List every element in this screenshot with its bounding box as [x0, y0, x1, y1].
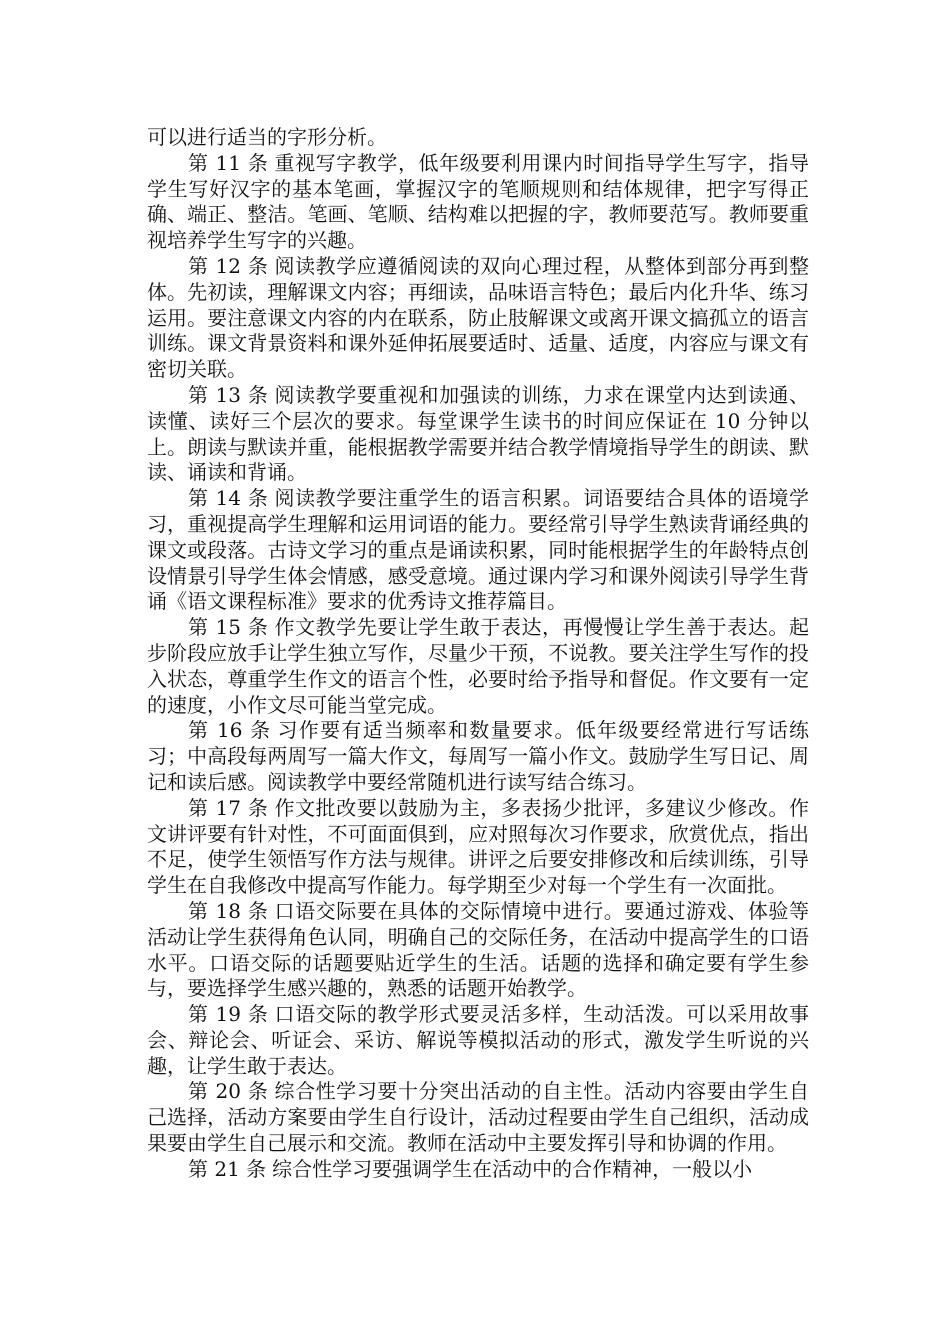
article-19: [147, 1002, 809, 1079]
article-12: [147, 254, 809, 383]
article-number: 第 14 条: [188, 486, 269, 511]
article-18: [147, 899, 809, 1002]
article-text: 阅读教学要注重学生的语言积累。词语要结合具体的语境学习，重视提高学生理解和运用词语的能力。要经常引导学生熟读背诵经典的课文或段落。古诗文学习的重点是诵读积累，同时能根据学生的年龄特点创设情景引导学生体会情感，感受意境。通过课内学习和课外阅读引导学生背诵《语文课程标准》要求的优秀诗文推荐篇目。: [147, 486, 810, 614]
article-text: 习作要有适当频率和数量要求。低年级要经常进行写话练习；中高段每两周写一篇大作文，每周写一篇小作文。鼓励学生写日记、周记和读后感。阅读教学中要经常随机进行读写结合练习。: [147, 718, 810, 794]
article-20: [147, 1079, 809, 1156]
continuation-paragraph: 可以进行适当的字形分析。: [147, 125, 387, 149]
article-text: 作文批改要以鼓励为主，多表扬少批评，多建议少修改。作文讲评要有针对性，不可面面俱到，应对照每次习作要求，欣赏优点，指出不足，使学生领悟写作方法与规律。讲评之后要安排修改和后续训练，引导学生在自我修改中提高写作能力。每学期至少对每一个学生有一次面批。: [147, 795, 810, 898]
article-number: 第 17 条: [188, 795, 269, 820]
article-21: [147, 1157, 809, 1183]
article-15: [147, 615, 809, 718]
article-number: 第 18 条: [188, 898, 269, 923]
article-number: 第 11 条: [188, 150, 269, 175]
article-14: [147, 486, 809, 615]
article-text: 综合性学习要强调学生在活动中的合作精神，一般以小: [272, 1156, 753, 1181]
article-number: 第 15 条: [188, 615, 269, 640]
article-number: 第 20 条: [188, 1079, 269, 1104]
article-13: [147, 383, 809, 486]
article-number: 第 13 条: [188, 382, 269, 407]
article-text: 阅读教学要重视和加强读的训练，力求在课堂内达到读通、读懂、读好三个层次的要求。每堂课学生读书的时间应保证在 10 分钟以上。朗读与默读并重，能根据教学需要并结合教学情境指导学生的朗读、默读、诵读和背诵。: [147, 382, 810, 485]
document-page: [147, 125, 809, 1183]
article-number: 第 21 条: [188, 1156, 267, 1181]
article-text: 口语交际的教学形式要灵活多样，生动活泼。可以采用故事会、辩论会、听证会、采访、解说等模拟活动的形式，激发学生听说的兴趣，让学生敢于表达。: [147, 1002, 810, 1078]
article-number: 第 16 条: [188, 718, 272, 743]
article-16: [147, 718, 809, 795]
article-text: 重视写字教学，低年级要利用课内时间指导学生写字，指导学生写好汉字的基本笔画，掌握汉字的笔顺规则和结体规律，把字写得正确、端正、整洁。笔画、笔顺、结构难以把握的字，教师要范写。教师要重视培养学生写字的兴趣。: [147, 150, 810, 253]
article-text: 口语交际要在具体的交际情境中进行。要通过游戏、体验等活动让学生获得角色认同，明确自己的交际任务，在活动中提高学生的口语水平。口语交际的话题要贴近学生的生活。话题的选择和确定要有学生参与，要选择学生感兴趣的，熟悉的话题开始教学。: [147, 898, 810, 1001]
article-number: 第 12 条: [188, 253, 269, 278]
article-text: 阅读教学应遵循阅读的双向心理过程，从整体到部分再到整体。先初读，理解课文内容；再细读，品味语言特色；最后内化升华、练习运用。要注意课文内容的内在联系，防止肢解课文或离开课文搞孤立的语言训练。课文背景资料和课外延伸拓展要适时、适量、适度，内容应与课文有密切关联。: [147, 253, 810, 382]
article-17: [147, 796, 809, 899]
article-text: 综合性学习要十分突出活动的自主性。活动内容要由学生自己选择，活动方案要由学生自行设计，活动过程要由学生自己组织，活动成果要由学生自己展示和交流。教师在活动中主要发挥引导和协调的作用。: [147, 1079, 810, 1156]
article-11: [147, 151, 809, 254]
article-text: 作文教学先要让学生敢于表达，再慢慢让学生善于表达。起步阶段应放手让学生独立写作，尽量少干预，不说教。要关注学生写作的投入状态，尊重学生作文的语言个性，必要时给予指导和督促。作文要有一定的速度，小作文尽可能当堂完成。: [147, 615, 810, 717]
article-number: 第 19 条: [188, 1002, 269, 1027]
